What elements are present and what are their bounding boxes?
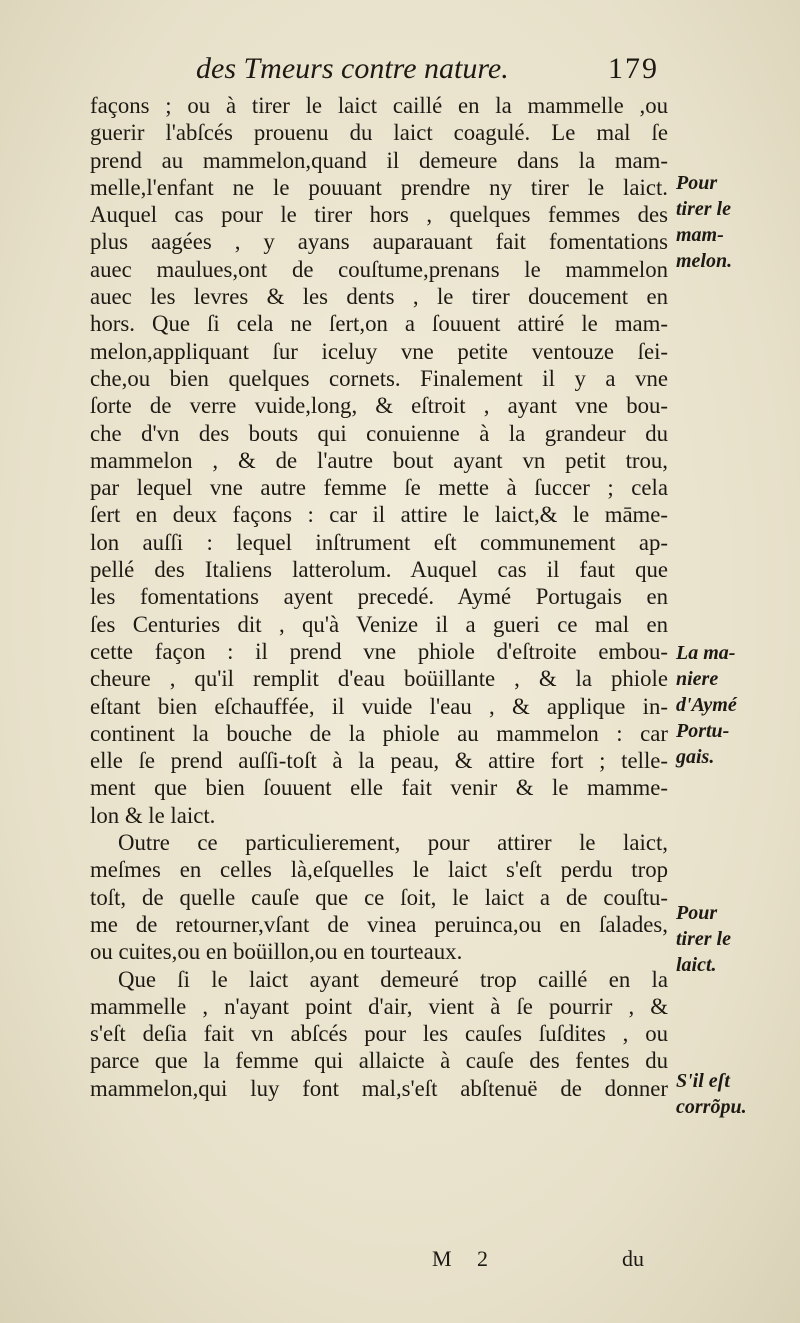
text-line: plus aagées , y ayans auparauant fait fomentations: [90, 229, 668, 255]
text-line: Auquel cas pour le tirer hors , quelques femmes des: [90, 202, 668, 228]
text-line: melon,appliquant ſur iceluy vne petite ventouze ſei-: [90, 338, 668, 364]
text-line: les fomentations ayent precedé. Aymé Portugais en: [90, 584, 668, 610]
marginal-note-line: Portu-: [676, 720, 730, 742]
text-line: ſert en deux façons : car il attire le laict,& le māme-: [90, 502, 668, 528]
text-line: par lequel vne autre femme ſe mette à ſuccer ; cela: [90, 475, 668, 501]
marginal-note-line: Pour: [676, 172, 718, 194]
text-line: s'eſt deſia fait vn abſcés pour les cauſes ſuſdites , ou: [90, 1021, 668, 1047]
main-text-block: [90, 92, 668, 1102]
text-line: prend au mammelon,quand il demeure dans la mam-: [90, 147, 668, 173]
text-line: pellé des Italiens latterolum. Auquel cas il faut que: [90, 557, 668, 583]
marginal-note-line: d'Aymé: [676, 694, 737, 716]
catchword: du: [622, 1246, 644, 1271]
page-footer: [0, 1246, 800, 1276]
marginal-note-la-maniere-daymé: [676, 640, 796, 770]
marginal-note-line: S'il eſt: [676, 1070, 730, 1092]
text-line: cette façon : il prend vne phiole d'eſtroite embou-: [90, 638, 668, 664]
marginal-note-line: laict.: [676, 954, 717, 976]
text-line: melle,l'enfant ne le pouuant prendre ny tirer le laict.: [90, 174, 668, 200]
text-line: lon & le laict.: [90, 802, 216, 828]
text-line: eſtant bien eſchauffée, il vuide l'eau , & applique in-: [90, 693, 668, 719]
text-line: elle ſe prend auſſi-toſt à la peau, & attire fort ; telle-: [90, 748, 668, 774]
marginal-note-line: corrõpu.: [676, 1096, 747, 1118]
text-line: meſmes en celles là,eſquelles le laict s'eſt perdu trop: [90, 857, 668, 883]
text-line: che d'vn des bouts qui conuienne à la grandeur du: [90, 420, 668, 446]
text-line: ou cuites,ou en boüillon,ou en tourteaux.: [90, 939, 463, 965]
marginal-note-pour-tirer-le-laict: [676, 900, 796, 978]
text-line: ment que bien ſouuent elle fait venir & le mamme-: [90, 775, 668, 801]
text-line: auec maulues,ont de couſtume,prenans le mammelon: [90, 256, 668, 282]
marginal-note-pour-tirer-le-mammelon: [676, 170, 796, 274]
text-line: ſorte de verre vuide,long, & eſtroit , ayant vne bou-: [90, 393, 668, 419]
text-line: mammelon,qui luy font mal,s'eſt abſtenuë de donner: [90, 1075, 668, 1101]
marginal-note-line: mam-: [676, 224, 724, 246]
text-line: lon auſſi : lequel inſtrument eſt communement ap-: [90, 529, 668, 555]
text-line: façons ; ou à tirer le laict caillé en la mammelle ,ou: [90, 93, 668, 118]
text-line: mammelon , & de l'autre bout ayant vn petit trou,: [90, 447, 668, 473]
text-line: ſes Centuries dit , qu'à Venize il a gueri ce mal en: [90, 611, 668, 637]
text-line: cheure , qu'il remplit d'eau boüillante , & la phiole: [90, 666, 668, 692]
text-line: guerir l'abſcés prouenu du laict coagulé. Le mal ſe: [90, 120, 668, 146]
text-line: parce que la femme qui allaicte à cauſe des fentes du: [90, 1048, 668, 1074]
text-line: mammelle , n'ayant point d'air, vient à ſe pourrir , &: [90, 993, 668, 1019]
page-header: [0, 52, 800, 92]
text-line: me de retourner,vſant de vinea peruinca,ou en ſalades,: [90, 911, 668, 937]
text-line: auec les levres & les dents , le tirer doucement en: [90, 284, 668, 310]
running-title: des Tmeurs contre nature.: [196, 52, 509, 85]
marginal-note-line: gais.: [676, 746, 715, 768]
text-line: che,ou bien quelques cornets. Finalement il y a vne: [90, 365, 668, 391]
text-line: toſt, de quelle cauſe que ce ſoit, le laict a de couſtu-: [90, 884, 668, 910]
text-line: Que ſi le laict ayant demeuré trop caillé en la: [118, 966, 668, 992]
marginal-note-line: melon.: [676, 250, 733, 272]
marginal-note-line: tirer le: [676, 198, 731, 220]
marginal-note-line: tirer le: [676, 928, 731, 950]
signature-mark: M 2: [432, 1246, 499, 1271]
text-line: continent la bouche de la phiole au mammelon : car: [90, 720, 668, 746]
marginal-note-line: niere: [676, 668, 719, 690]
page-number: 179: [608, 52, 659, 85]
marginal-note-line: Pour: [676, 902, 718, 924]
marginal-note-sil-est-corrompu: [676, 1068, 796, 1120]
text-line: Outre ce particulierement, pour attirer le laict,: [118, 830, 668, 856]
text-line: hors. Que ſi cela ne ſert,on a ſouuent attiré le mam-: [90, 311, 668, 337]
marginal-note-line: La ma-: [676, 642, 736, 664]
